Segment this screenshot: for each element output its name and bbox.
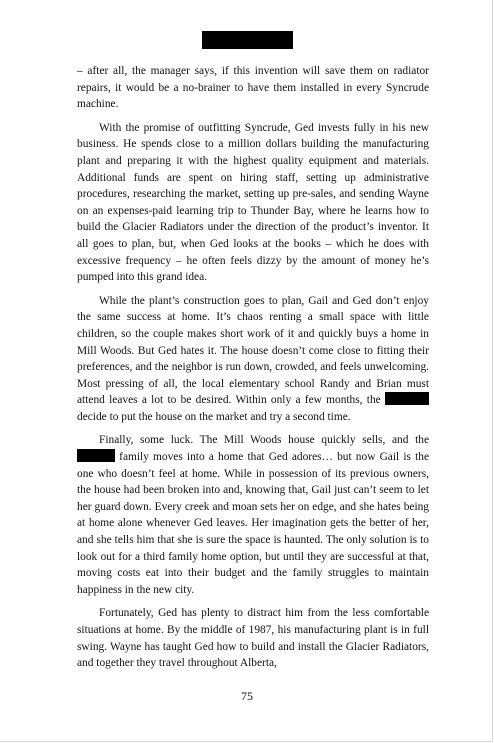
paragraph-2: With the promise of outfitting Syncrude, Ged invests fully in his new business. He spends close to a million dollars building the manufacturing plant and preparing it with the highest quality equipment and materials. Additional funds are spent on hiring staff, setting up administrative procedures, researching the market, setting up pre-sales, and sending Wayne on an expenses-paid learning trip to Thunder Bay, where he learns how to build the Glacier Radiators under the direction of the product’s inventor. It all goes to plan, but, when Ged looks at the books – which he does with excessive frequency – he often feels dizzy by the amount of money he’s pumped into this grand idea. xyxy=(77,121,429,284)
paragraph-4 xyxy=(77,432,429,598)
redacted-family-name xyxy=(77,449,115,462)
paragraph-1: – after all, the manager says, if this invention will save them on radiator repairs, it would be a no-brainer to have them installed in every Syncrude machine. xyxy=(77,65,429,111)
paragraph-3 xyxy=(77,293,429,426)
page-number: 75 xyxy=(241,689,253,703)
header-redaction-box xyxy=(202,31,293,49)
paragraph-3-before: While the plant’s construction goes to plan, Gail and Ged don’t enjoy the same success at home. It’s chaos renting a small space with little children, so the couple makes short work of it and quickly buys a home in Mill Woods. But Ged hates it. The house doesn’t come close to fitting their preferences, and the neighbor is run down, crowded, and feels unwelcoming. Most pressing of all, the local elementary school Randy and Brian must attend leaves a lot to be desired. Within only a few months, the xyxy=(77,294,429,407)
paragraph-3-after: decide to put the house on the market and try a second time. xyxy=(77,410,351,423)
paragraph-5: Fortunately, Ged has plenty to distract him from the less comfortable situations at home. By the middle of 1987, his manufacturing plant is in full swing. Wayne has taught Ged how to build and install the Glacier Radiators, and together they travel throughout Alberta, xyxy=(77,607,429,670)
body-text xyxy=(77,63,429,679)
redacted-name xyxy=(385,392,429,405)
paragraph-4-before: Finally, some luck. The Mill Woods house quickly sells, and the xyxy=(99,434,429,447)
paragraph-4-after: family moves into a home that Ged adores… but now Gail is the one who doesn’t feel at home. While in possession of its previous owners, the house had been broken into and, knowing that, Gail just can’t seem to let her guard down. Every creek and moan sets her on edge, and she hates being at home alone whenever Ged leaves. Her imagination gets the better of her, and she tells him that she is sure the space is haunted. The only solution is to look out for a third family home option, but until they are successful at that, moving costs eat into their budget and the family struggles to maintain happiness in the new city. xyxy=(77,451,429,596)
